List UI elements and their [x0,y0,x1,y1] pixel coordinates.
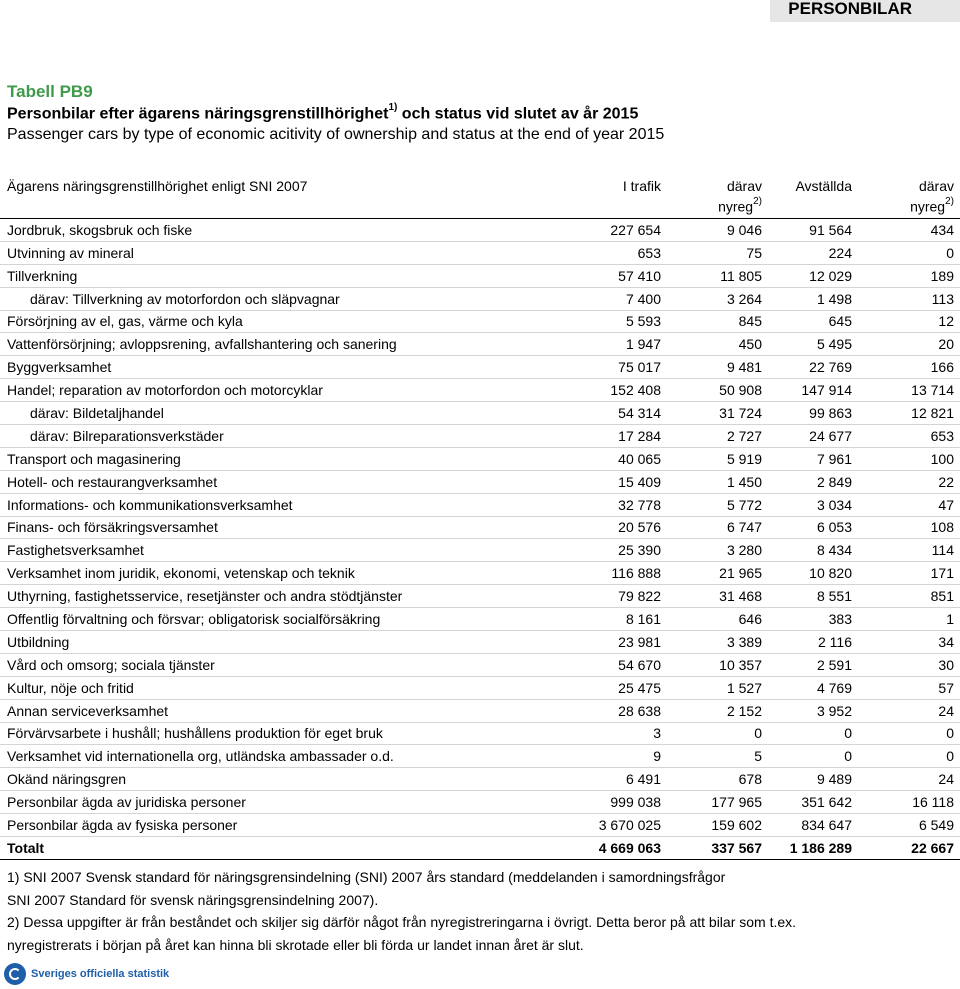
cell-in-traffic-new-reg: 1 527 [726,679,762,696]
cell-in-traffic-new-reg: 50 908 [719,382,762,399]
cell-in-traffic: 999 038 [610,794,661,811]
cell-in-traffic: 25 390 [618,542,661,559]
cell-deregistered: 2 116 [818,633,852,650]
cell-in-traffic-new-reg: 3 264 [726,290,762,307]
cell-deregistered-new-reg: 47 [938,496,954,513]
cell-deregistered-new-reg: 0 [946,748,954,765]
footnote-line: SNI 2007 Standard för svensk näringsgrensindelning 2007). [7,891,379,908]
cell-deregistered: 0 [844,725,852,742]
cell-deregistered: 7 961 [816,450,852,467]
cell-deregistered-new-reg: 24 [938,702,954,719]
table-row [0,471,960,494]
column-header-label: Ägarens näringsgrenstillhörighet enligt SNI 2007 [7,178,308,194]
cell-deregistered: 24 677 [809,427,852,444]
row-label: Personbilar ägda av fysiska personer [7,817,238,834]
table-row [0,585,960,608]
cell-deregistered-new-reg: 166 [930,359,954,376]
row-label: Finans- och försäkringsversamhet [7,519,218,536]
cell-deregistered: 91 564 [809,221,852,238]
cell-deregistered-new-reg: 1 [946,611,954,628]
row-label: därav: Tillverkning av motorfordon och släpvagnar [30,290,340,307]
column-header-of-which-2: därav [918,178,954,194]
cell-in-traffic: 152 408 [610,382,661,399]
cell-in-traffic: 116 888 [611,565,661,582]
cell-deregistered-new-reg: 12 821 [911,405,954,422]
title-sv-rest: och status vid slutet av år 2015 [397,105,639,123]
cell-deregistered: 3 034 [816,496,852,513]
cell-deregistered-new-reg: 114 [931,542,954,559]
cell-in-traffic: 17 284 [618,427,661,444]
row-label: Verksamhet vid internationella org, utländska ambassader o.d. [7,748,394,765]
cell-in-traffic-new-reg: 177 965 [711,794,762,811]
cell-in-traffic: 3 [653,725,661,742]
cell-in-traffic-new-reg: 450 [738,336,762,353]
cell-in-traffic-new-reg: 75 [746,244,762,261]
cell-in-traffic: 75 017 [618,359,661,376]
cell-in-traffic-new-reg: 5 919 [726,450,762,467]
cell-deregistered: 383 [828,611,852,628]
cell-deregistered: 3 952 [816,702,852,719]
row-label: Annan serviceverksamhet [7,702,169,719]
table-row [0,288,960,311]
cell-in-traffic-new-reg: 9 481 [726,359,762,376]
cell-in-traffic: 32 778 [618,496,661,513]
row-label: därav: Bildetaljhandel [30,405,164,422]
table-row [0,219,960,242]
column-header-new-reg-1 [718,198,762,215]
row-label: Utbildning [7,633,70,650]
new-reg-2-text: nyreg [910,198,946,215]
row-label: Utvinning av mineral [7,244,134,261]
table-row [0,791,960,814]
cell-deregistered: 6 053 [816,519,852,536]
cell-deregistered-new-reg: 6 549 [918,817,954,834]
cell-deregistered: 0 [844,748,852,765]
cell-deregistered: 4 769 [816,679,852,696]
row-label: Jordbruk, skogsbruk och fiske [7,221,193,238]
cell-in-traffic: 25 475 [618,679,661,696]
new-reg-1-text: nyreg [718,198,754,215]
cell-deregistered: 2 591 [816,656,852,673]
table-row [0,814,960,837]
cell-in-traffic-new-reg: 31 468 [719,588,762,605]
row-label: Offentlig förvaltning och försvar; obligatorisk socialförsäkring [7,611,381,628]
cell-deregistered-new-reg: 20 [938,336,954,353]
table-row [0,517,960,540]
cell-deregistered: 99 863 [809,405,852,422]
cell-in-traffic: 7 400 [625,290,661,307]
row-label: Transport och magasinering [7,450,181,467]
cell-deregistered: 645 [828,313,852,330]
cell-deregistered: 224 [828,244,852,261]
cell-in-traffic: 79 822 [618,588,661,605]
table-row [0,379,960,402]
cell-deregistered: 10 820 [809,565,852,582]
cell-in-traffic: 40 065 [618,450,661,467]
table-row [0,242,960,265]
cell-deregistered-new-reg: 22 [938,473,954,490]
cell-in-traffic: 8 161 [625,611,661,628]
cell-deregistered-new-reg: 108 [930,519,954,536]
cell-in-traffic: 54 670 [618,656,661,673]
cell-deregistered: 8 434 [816,542,852,559]
cell-deregistered-new-reg: 30 [938,656,954,673]
cell-deregistered: 1 186 289 [789,839,852,856]
footnote-line: 1) SNI 2007 Svensk standard för näringsgrensindelning (SNI) 2007 års standard (meddelanden i samordningsfrågor [7,869,726,885]
row-label: Uthyrning, fastighetsservice, resetjänster och andra stödtjänster [7,588,403,605]
new-reg-2-footnote-ref: 2) [945,196,954,207]
cell-deregistered-new-reg: 653 [930,427,954,444]
table-title-swedish [7,104,638,123]
cell-deregistered-new-reg: 16 118 [912,794,954,811]
cell-deregistered-new-reg: 851 [930,588,954,605]
cell-deregistered-new-reg: 171 [930,565,954,582]
table-row [0,723,960,746]
cell-deregistered-new-reg: 100 [930,450,954,467]
row-label: Tillverkning [7,267,78,284]
table-row [0,402,960,425]
cell-deregistered-new-reg: 22 667 [911,839,954,856]
table-row [0,333,960,356]
cell-in-traffic: 227 654 [610,221,661,238]
new-reg-1-footnote-ref: 2) [753,196,762,207]
table-row [0,700,960,723]
cell-deregistered-new-reg: 13 714 [911,382,954,399]
table-id: Tabell PB9 [7,82,93,101]
cell-in-traffic-new-reg: 21 965 [719,565,762,582]
cell-deregistered: 1 498 [816,290,852,307]
table-row [0,356,960,379]
row-label: Personbilar ägda av juridiska personer [7,794,246,811]
cell-in-traffic: 15 409 [618,473,661,490]
cell-deregistered: 9 489 [816,771,852,788]
row-label: Handel; reparation av motorfordon och motorcyklar [7,382,323,399]
cell-in-traffic-new-reg: 678 [738,771,762,788]
cell-in-traffic-new-reg: 1 450 [726,473,762,490]
cell-deregistered-new-reg: 434 [930,221,954,238]
cell-in-traffic-new-reg: 5 [754,748,762,765]
cell-in-traffic-new-reg: 10 357 [719,656,762,673]
footnote-line: 2) Dessa uppgifter är från beståndet och skiljer sig därför något från nyregistreringarna i övrigt. Detta beror på att bilar som t.ex. [7,914,797,930]
cell-deregistered-new-reg: 113 [931,290,954,307]
table-row [0,539,960,562]
table-title-english: Passenger cars by type of economic acitivity of ownership and status at the end of year 2015 [7,126,665,143]
table-row [0,494,960,517]
footnote-line: nyregistrerats i början på året kan hinna bli skrotade eller bli förda ur landet innan året är slut. [7,936,584,953]
table-row [0,677,960,700]
data-table-body [0,219,960,860]
row-label: Byggverksamhet [7,359,112,376]
cell-in-traffic-new-reg: 2 727 [726,427,762,444]
column-header-in-traffic: I trafik [622,178,661,194]
sos-logo-icon [4,963,26,985]
cell-in-traffic: 54 314 [618,405,661,422]
cell-deregistered: 22 769 [809,359,852,376]
table-row [0,631,960,654]
cell-in-traffic-new-reg: 337 567 [711,839,762,856]
table-row [0,311,960,334]
row-label: Fastighetsverksamhet [7,542,144,559]
cell-deregistered: 834 647 [801,817,852,834]
row-label: Kultur, nöje och fritid [7,679,134,696]
row-label: Vattenförsörjning; avloppsrening, avfallshantering och sanering [7,336,397,353]
cell-in-traffic-new-reg: 9 046 [726,221,762,238]
row-label: Totalt [7,839,45,856]
cell-in-traffic-new-reg: 11 805 [720,267,762,284]
cell-in-traffic-new-reg: 2 152 [726,702,762,719]
section-title: PERSONBILAR [788,0,912,18]
cell-deregistered: 147 914 [801,382,852,399]
cell-in-traffic: 28 638 [618,702,661,719]
cell-in-traffic: 20 576 [618,519,661,536]
table-row [0,608,960,631]
table-row [0,562,960,585]
row-label: därav: Bilreparationsverkstäder [30,427,224,444]
footnotes [7,866,796,956]
cell-deregistered-new-reg: 0 [946,244,954,261]
cell-deregistered: 2 849 [816,473,852,490]
column-header-of-which-1: därav [726,178,762,194]
cell-deregistered-new-reg: 0 [946,725,954,742]
cell-in-traffic-new-reg: 3 389 [726,633,762,650]
cell-in-traffic-new-reg: 6 747 [726,519,762,536]
cell-in-traffic: 9 [653,748,661,765]
cell-deregistered: 8 551 [816,588,852,605]
cell-in-traffic-new-reg: 646 [738,611,762,628]
row-label: Försörjning av el, gas, värme och kyla [7,313,243,330]
cell-deregistered-new-reg: 24 [938,771,954,788]
title-sv-main: Personbilar efter ägarens näringsgrenstillhörighet [7,105,389,123]
table-row [0,425,960,448]
cell-deregistered-new-reg: 57 [938,679,954,696]
table-row [0,448,960,471]
row-label: Okänd näringsgren [7,771,127,788]
row-label: Vård och omsorg; sociala tjänster [7,656,215,673]
cell-deregistered: 351 642 [801,794,852,811]
row-label: Hotell- och restaurangverksamhet [7,473,218,490]
column-header-row [0,176,960,219]
cell-deregistered-new-reg: 12 [938,313,954,330]
cell-deregistered: 5 495 [816,336,852,353]
sos-logo [4,962,169,986]
table-row [0,654,960,677]
cell-in-traffic: 653 [637,244,661,261]
cell-in-traffic-new-reg: 5 772 [726,496,762,513]
sos-logo-text: Sveriges officiella statistik [31,968,170,980]
table-row [0,745,960,768]
table-row [0,265,960,288]
cell-in-traffic-new-reg: 845 [738,313,762,330]
column-header-new-reg-2 [910,198,954,215]
row-label: Verksamhet inom juridik, ekonomi, vetenskap och teknik [7,565,355,582]
cell-in-traffic-new-reg: 3 280 [726,542,762,559]
row-label: Förvärvsarbete i hushåll; hushållens produktion för eget bruk [7,725,383,742]
cell-in-traffic-new-reg: 31 724 [719,405,762,422]
cell-in-traffic-new-reg: 159 602 [711,817,762,834]
title-sv-footnote-ref: 1) [388,102,398,113]
cell-in-traffic: 5 593 [625,313,661,330]
cell-in-traffic: 1 947 [625,336,661,353]
cell-in-traffic: 57 410 [618,267,661,284]
table-row [0,768,960,791]
cell-deregistered: 12 029 [809,267,852,284]
total-row [0,837,960,860]
row-label: Informations- och kommunikationsverksamhet [7,496,293,513]
cell-in-traffic: 4 669 063 [598,839,661,856]
cell-deregistered-new-reg: 189 [930,267,954,284]
cell-in-traffic-new-reg: 0 [754,725,762,742]
column-header-deregistered: Avställda [795,178,852,194]
cell-in-traffic: 6 491 [625,771,661,788]
cell-deregistered-new-reg: 34 [938,633,954,650]
cell-in-traffic: 3 670 025 [598,817,661,834]
cell-in-traffic: 23 981 [618,633,661,650]
